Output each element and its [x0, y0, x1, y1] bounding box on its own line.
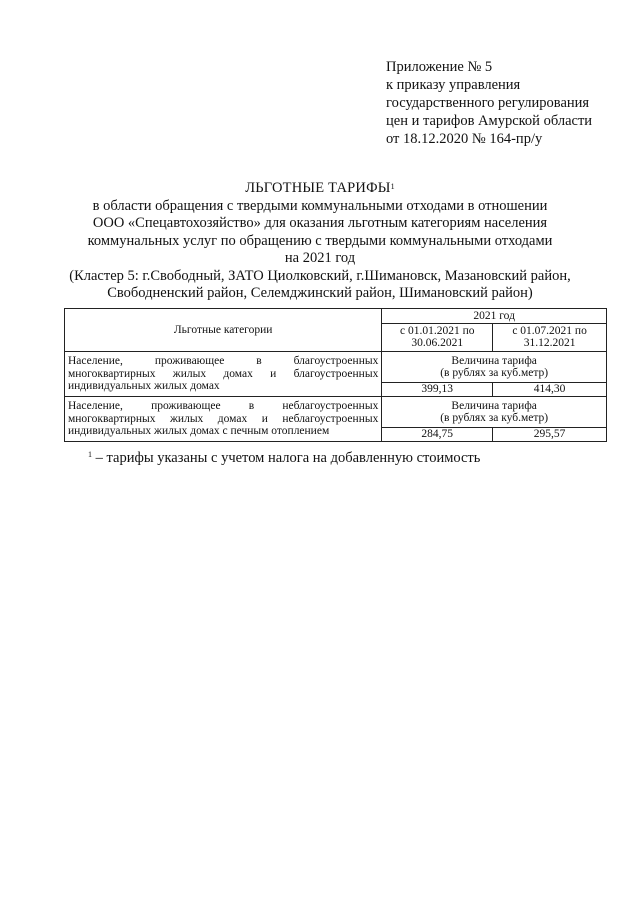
heading-line: коммунальных услуг по обращению с твердыми коммунальными отходами — [87, 232, 553, 249]
unit-cell — [382, 397, 607, 428]
unit-text: (в рублях за куб.метр) — [440, 412, 549, 424]
unit-label: Величина тарифа — [451, 399, 537, 412]
appendix-line: Приложение № 5 — [386, 59, 493, 75]
tariff-value: 284,75 — [382, 428, 493, 442]
heading-line: ООО «Спецавтохозяйство» для оказания льготным категориям населения — [92, 215, 548, 231]
category-cell: Население, проживающее в благоустроенных многоквартирных жилых домах и благоустроенных индивидуальных жилых домах — [65, 352, 382, 397]
document-title — [40, 180, 600, 198]
appendix-line: цен и тарифов Амурской области — [386, 113, 593, 129]
appendix-line: к приказу управления — [386, 77, 521, 93]
heading-line: в области обращения с твердыми коммунальными отходами в отношении — [92, 197, 548, 214]
footnote — [88, 450, 480, 467]
tariff-value: 399,13 — [382, 383, 493, 397]
unit-label: Величина тарифа — [451, 354, 537, 367]
unit-cell — [382, 352, 607, 383]
cluster-line: Свободненский район, Селемджинский район, Шимановский район) — [107, 285, 533, 301]
tariff-value: 414,30 — [493, 383, 607, 397]
unit-text: (в рублях за куб.метр) — [440, 367, 549, 379]
document-heading — [40, 180, 600, 303]
table-row — [65, 397, 607, 428]
year-header: 2021 год — [382, 309, 607, 324]
appendix-line: от 18.12.2020 № 164-пр/у — [386, 131, 543, 147]
appendix-block — [386, 58, 626, 148]
title-text: ЛЬГОТНЫЕ ТАРИФЫ — [245, 180, 391, 196]
footnote-text: – тарифы указаны с учетом налога на добавленную стоимость — [95, 450, 481, 466]
appendix-line: государственного регулирования — [386, 95, 590, 111]
cluster-line: (Кластер 5: г.Свободный, ЗАТО Циолковский, г.Шимановск, Мазановский район, — [69, 267, 571, 284]
tariff-value: 295,57 — [493, 428, 607, 442]
title-footnote-mark: 1 — [390, 182, 395, 191]
tariff-table — [64, 308, 607, 442]
category-header: Льготные категории — [65, 309, 382, 352]
footnote-mark: 1 — [88, 450, 92, 459]
category-cell: Население, проживающее в неблагоустроенных многоквартирных жилых домах и неблагоустроенных индивидуальных жилых домах с печным отоплением — [65, 397, 382, 442]
table-header-row — [65, 309, 607, 324]
heading-line: на 2021 год — [284, 250, 356, 266]
period-header: с 01.07.2021 по 31.12.2021 — [493, 323, 607, 351]
table-row — [65, 352, 607, 383]
period-header: с 01.01.2021 по 30.06.2021 — [382, 323, 493, 351]
